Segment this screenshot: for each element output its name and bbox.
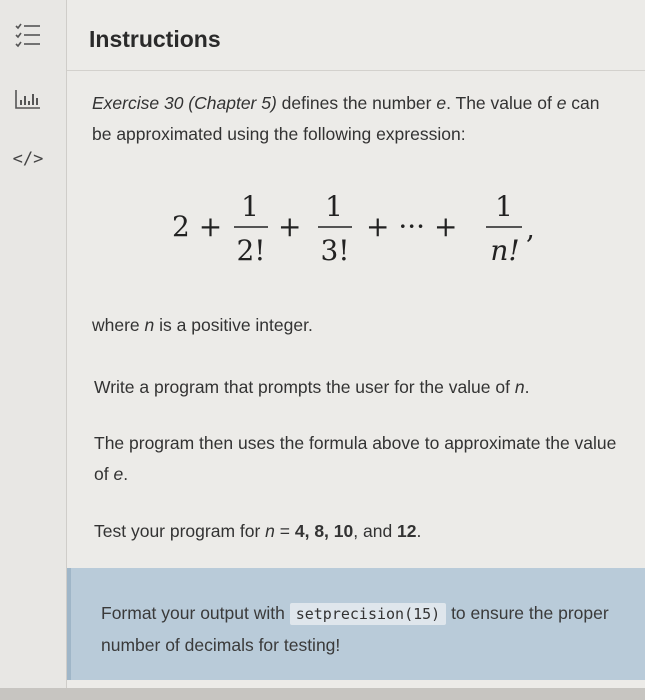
test-value-last: 12 [397, 521, 417, 541]
formula-num-3: 1 [495, 190, 513, 223]
where-text-2: is a positive integer. [154, 315, 313, 335]
var-e-3: e [113, 464, 124, 484]
format-note [67, 568, 645, 680]
sidebar [0, 0, 67, 700]
formula-den-3: n! [490, 234, 520, 266]
prompt-text-2: . [524, 377, 530, 397]
paragraph-formula-use [94, 428, 624, 490]
exercise-reference: Exercise 30 (Chapter 5) [92, 93, 277, 113]
var-n: n [144, 315, 155, 335]
formula-den-1: 2! [236, 234, 266, 266]
prompt-text-1: Write a program that prompts the user for the value of [94, 377, 515, 397]
bottom-bar [0, 688, 645, 700]
formula [172, 186, 592, 266]
intro-text-2: . The value of [446, 93, 557, 113]
note-code: setprecision(15) [290, 603, 447, 625]
intro-text-1: defines the number [276, 93, 437, 113]
var-n-3: n [265, 521, 275, 541]
formula-num-1: 1 [241, 190, 259, 223]
page-title: Instructions [89, 26, 221, 52]
formula-plus-1: + [278, 210, 302, 243]
paragraph-prompt [94, 372, 624, 403]
note-text-1: Format your output with [101, 603, 290, 623]
note-text [101, 598, 621, 661]
test-values: 4, 8, 10 [294, 521, 354, 541]
where-text-1: where [92, 315, 145, 335]
formula-ellipsis: + ··· + [366, 210, 458, 243]
chart-icon-svg [14, 88, 42, 110]
paragraph-intro [92, 88, 622, 150]
formula-trail: , [526, 212, 535, 245]
formula-lead: 2 + [172, 210, 223, 243]
note-text-2: to ensure the proper number of decimals for testing! [101, 603, 609, 655]
list-icon[interactable] [10, 22, 46, 48]
formula-num-2: 1 [325, 190, 343, 223]
test-text-1: Test your program for [94, 521, 266, 541]
test-text-2: = [274, 521, 295, 541]
var-n-2: n [514, 377, 525, 397]
intro-text-3: can be approximated using the following expression: [92, 93, 600, 144]
use-text-1: The program then uses the formula above to approximate the value of [94, 433, 617, 484]
instructions-panel [67, 0, 645, 700]
code-icon-glyph: </> [12, 149, 44, 169]
list-icon-svg [13, 22, 43, 48]
code-icon[interactable] [10, 146, 46, 172]
var-e-2: e [556, 93, 567, 113]
chart-icon[interactable] [10, 86, 46, 112]
var-e: e [436, 93, 447, 113]
panel-header [67, 0, 645, 71]
paragraph-where [92, 310, 622, 341]
paragraph-test [94, 516, 624, 547]
test-text-4: . [416, 521, 422, 541]
use-text-2: . [123, 464, 129, 484]
test-text-3: , and [353, 521, 398, 541]
formula-den-2: 3! [320, 234, 350, 266]
